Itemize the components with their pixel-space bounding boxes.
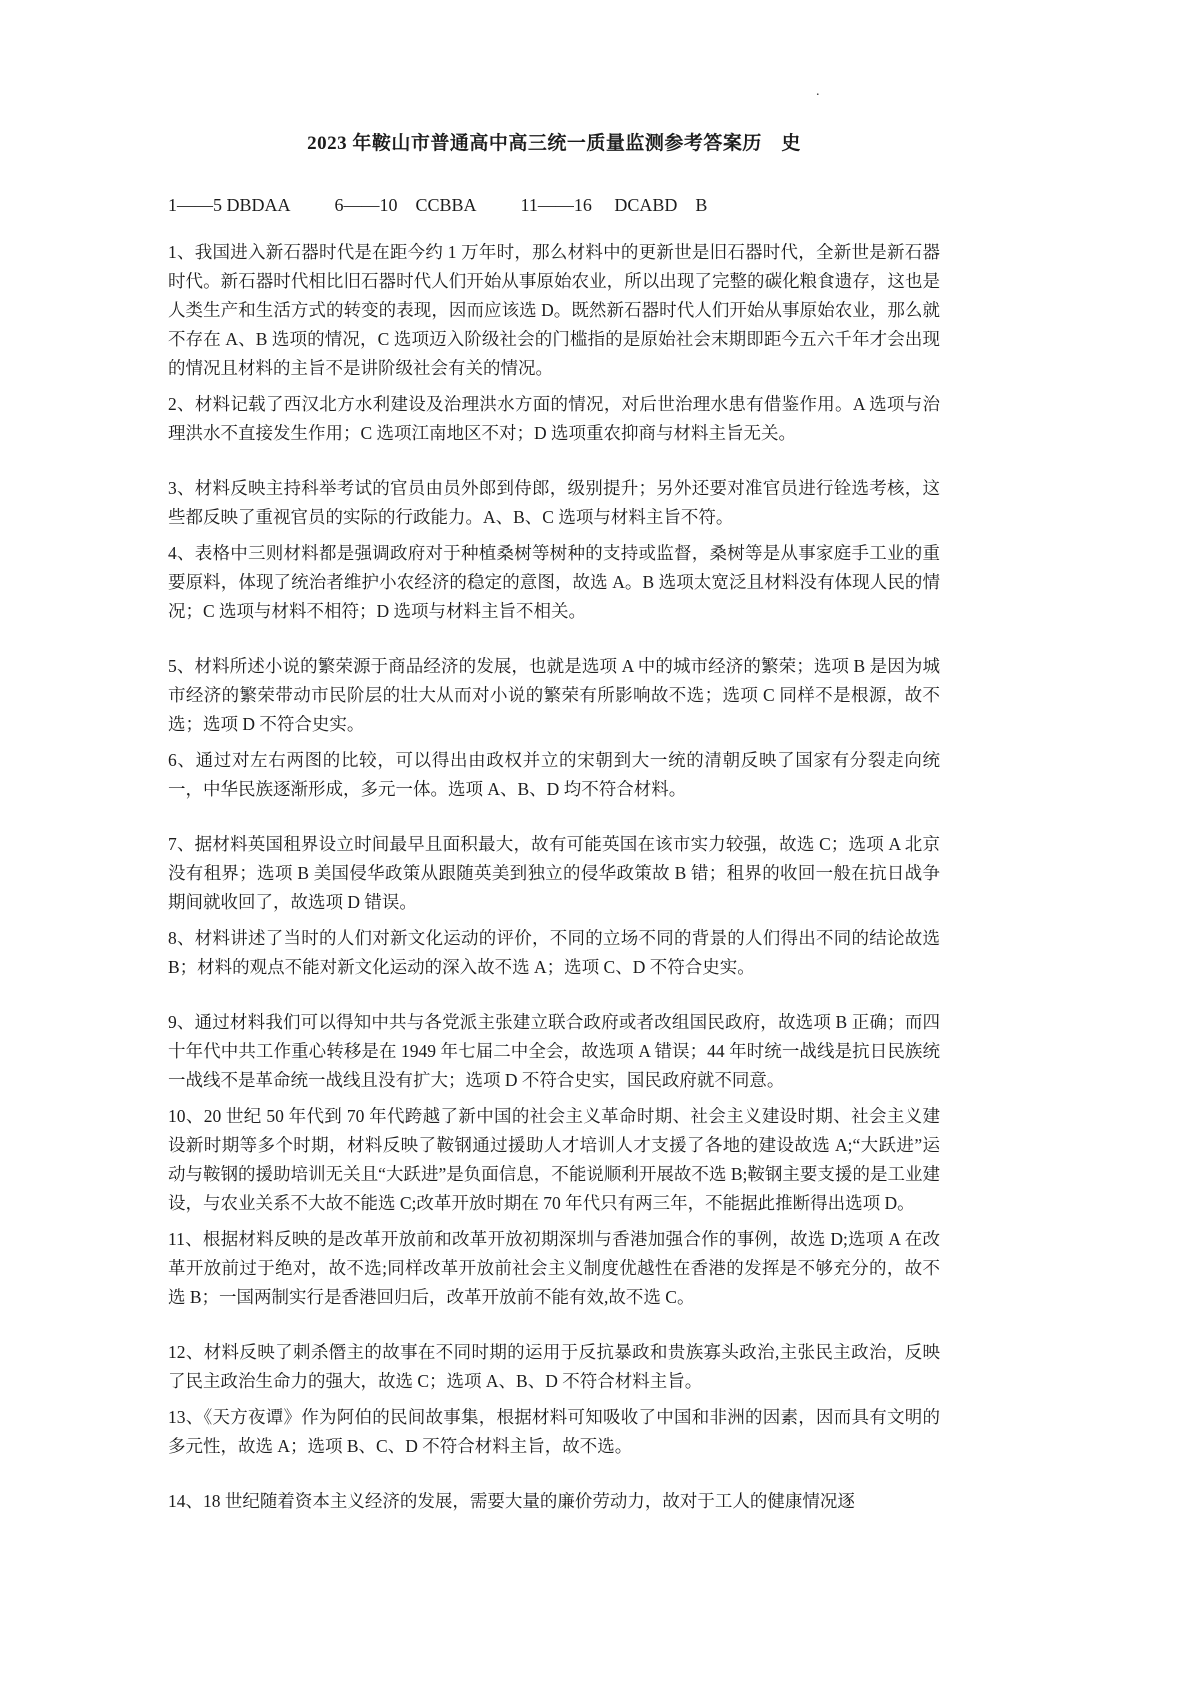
answer-key-line: 1——5 DBDAA 6——10 CCBBA 11——16 DCABD B [168, 195, 708, 215]
explanation-paragraph-7: 7、据材料英国租界设立时间最早且面积最大，故有可能英国在该市实力较强，故选 C；选项 A 北京没有租界；选项 B 美国侵华政策从跟随英美到独立的侵华政策故 B 错；租界的收回一般在抗日战争期间就收回了，故选项 D 错误。 [168, 834, 940, 912]
explanation-paragraph-9: 9、通过材料我们可以得知中共与各党派主张建立联合政府或者改组国民政府，故选项 B 正确；而四十年代中共工作重心转移是在 1949 年七届二中全会，故选项 A 错误；44 年时统一战线是抗日民族统一战线不是革命统一战线且没有扩大；选项 D 不符合史实，国民政府就不同意。 [168, 1012, 940, 1090]
explanation-paragraph-10: 10、20 世纪 50 年代到 70 年代跨越了新中国的社会主义革命时期、社会主义建设时期、社会主义建设新时期等多个时期，材料反映了鞍钢通过援助人才培训人才支援了各地的建设故选 A;“大跃进”运动与鞍钢的援助培训无关且“大跃进”是负面信息，不能说顺利开展故不选 B;鞍钢主要支援的是工业建设，与农业关系不大故不能选 C;改革开放时期在 70 年代只有两三年，不能据此推断得出选项 D。 [168, 1106, 940, 1213]
explanation-paragraph-14: 14、18 世纪随着资本主义经济的发展，需要大量的廉价劳动力，故对于工人的健康情况逐 [168, 1491, 855, 1511]
explanation-paragraph-5: 5、材料所述小说的繁荣源于商品经济的发展，也就是选项 A 中的城市经济的繁荣；选项 B 是因为城市经济的繁荣带动市民阶层的壮大从而对小说的繁荣有所影响故不选；选项 C 同样不是根源，故不选；选项 D 不符合史实。 [168, 656, 940, 734]
explanation-paragraph-4: 4、表格中三则材料都是强调政府对于种植桑树等树种的支持或监督，桑树等是从事家庭手工业的重要原料，体现了统治者维护小农经济的稳定的意图，故选 A。B 选项太宽泛且材料没有体现人民的情况；C 选项与材料不相符；D 选项与材料主旨不相关。 [168, 543, 940, 621]
explanation-paragraph-2: 2、材料记载了西汉北方水利建设及治理洪水方面的情况，对后世治理水患有借鉴作用。A 选项与治理洪水不直接发生作用；C 选项江南地区不对；D 选项重农抑商与材料主旨无关。 [168, 394, 940, 443]
explanation-paragraph-11: 11、根据材料反映的是改革开放前和改革开放初期深圳与香港加强合作的事例，故选 D;选项 A 在改革开放前过于绝对，故不选;同样改革开放前社会主义制度优越性在香港的发挥是不够充分的，故不选 B；一国两制实行是香港回归后，改革开放前不能有效,故不选 C。 [168, 1229, 940, 1307]
explanation-paragraph-12: 12、材料反映了刺杀僭主的故事在不同时期的运用于反抗暴政和贵族寡头政治,主张民主政治，反映了民主政治生命力的强大，故选 C；选项 A、B、D 不符合材料主旨。 [168, 1342, 940, 1391]
explanation-paragraph-8: 8、材料讲述了当时的人们对新文化运动的评价，不同的立场不同的背景的人们得出不同的结论故选 B；材料的观点不能对新文化运动的深入故不选 A；选项 C、D 不符合史实。 [168, 928, 940, 977]
explanation-paragraph-3: 3、材料反映主持科举考试的官员由员外郎到侍郎，级别提升；另外还要对准官员进行铨选考核，这些都反映了重视官员的实际的行政能力。A、B、C 选项与材料主旨不符。 [168, 478, 940, 527]
explanation-paragraph-13: 13、《天方夜谭》作为阿伯的民间故事集，根据材料可知吸收了中国和非洲的因素，因而具有文明的多元性，故选 A；选项 B、C、D 不符合材料主旨，故不选。 [168, 1407, 940, 1456]
explanation-paragraph-1: 1、我国进入新石器时代是在距今约 1 万年时，那么材料中的更新世是旧石器时代，全新世是新石器时代。新石器时代相比旧石器时代人们开始从事原始农业，所以出现了完整的碳化粮食遗存，这也是人类生产和生活方式的转变的表现，因而应该选 D。既然新石器时代人们开始从事原始农业，那么就不存在 A、B 选项的情况，C 选项迈入阶级社会的门槛指的是原始社会末期即距今五六千年才会出现的情况且材料的主旨不是讲阶级社会有关的情况。 [168, 242, 940, 378]
document-content [168, 128, 940, 1516]
explanation-paragraph-6: 6、通过对左右两图的比较，可以得出由政权并立的宋朝到大一统的清朝反映了国家有分裂走向统一，中华民族逐渐形成，多元一体。选项 A、B、D 均不符合材料。 [168, 750, 940, 799]
stray-dot: . [816, 84, 820, 99]
page-title: 2023 年鞍山市普通高中高三统一质量监测参考答案历 史 [307, 133, 801, 154]
